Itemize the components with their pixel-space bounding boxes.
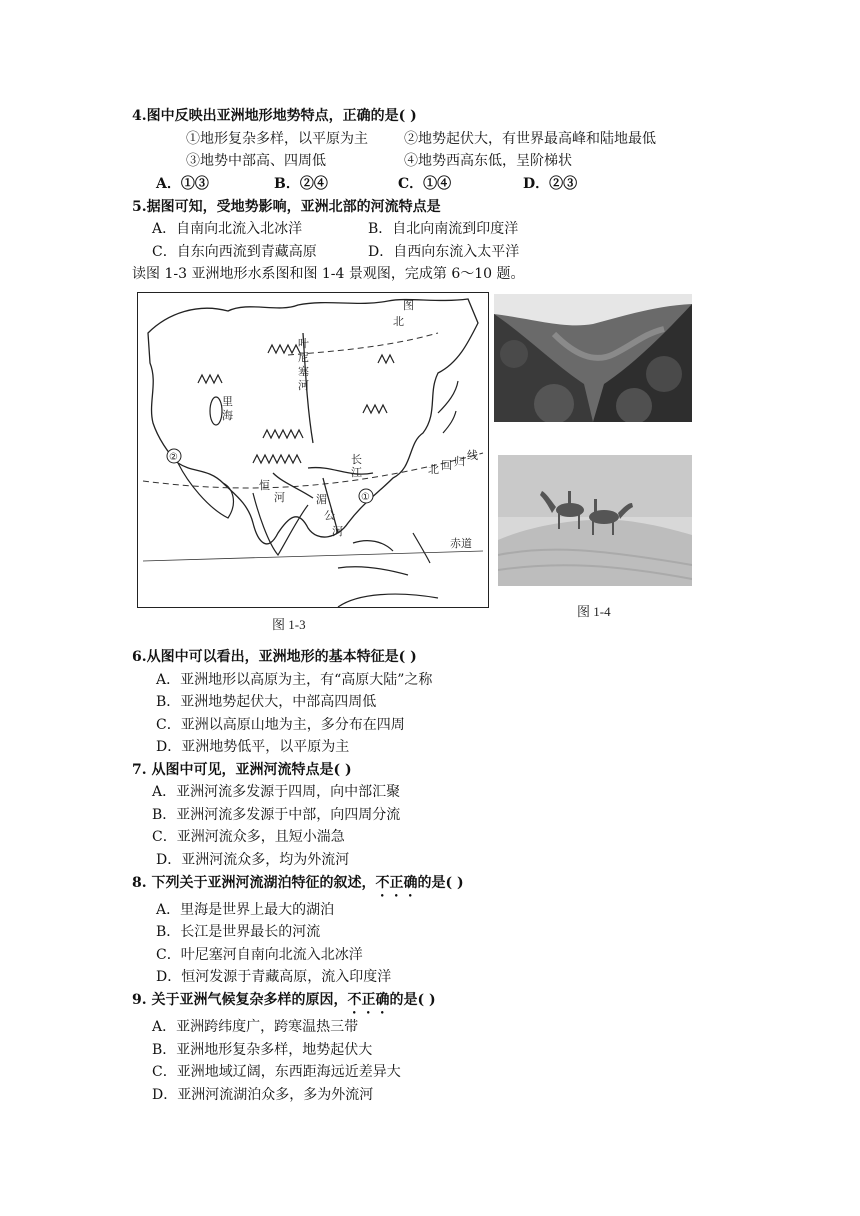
arctic-circle [288,333,438,355]
q8-stem-post: 的是( ) [417,875,464,891]
equator-line [143,551,483,561]
q7-stem: 7. 从图中可见，亚洲河流特点是( ) [132,762,352,778]
arabian-peninsula [178,463,233,518]
reading-instruction: 读图 1-3 亚洲地形水系图和图 1-4 景观图，完成第 6～10 题。 [132,266,525,282]
desert-camel-photo [498,455,692,586]
q7-choice-c: C．亚洲河流众多，且短小湍急 [152,829,345,845]
q6-choice-c: C．亚洲以高原山地为主，多分布在四周 [156,717,405,733]
q4-choice-c: C．①④ [398,176,452,192]
top-right-label-1: 图 [403,299,414,312]
q5-stem: 5.据图可知，受地势影响，亚洲北部的河流特点是 [132,199,441,215]
figure-1-3-caption: 图 1-3 [272,617,306,632]
q8-choice-c: C．叶尼塞河自南向北流入北冰洋 [156,947,363,963]
caspian-label-2: 海 [222,409,233,422]
q7-choice-d: D．亚洲河流众多，均为外流河 [156,852,350,868]
mekong-label-1: 湄 [316,493,327,506]
q5-choice-a: A．自南向北流入北冰洋 [152,221,303,237]
q9-stem-emphasis: 不正确 [347,992,390,1008]
q6-choice-d: D．亚洲地势低平，以平原为主 [156,739,350,755]
tropic-label-1: 北 [428,463,439,476]
q9-stem [132,990,436,1017]
q7-choice-b: B．亚洲河流多发源于中部，向四周分流 [152,807,401,823]
q6-stem: 6.从图中可以看出，亚洲地形的基本特征是( ) [132,649,417,665]
q9-stem-post: 的是( ) [389,992,436,1008]
japan-islands [438,381,458,433]
q4-choice-a: A．①③ [156,176,209,192]
q8-stem [132,873,464,900]
australia-edge [338,594,438,607]
yenisei-label-2: 尼 [298,351,309,364]
q8-choice-b: B．长江是世界最长的河流 [156,924,321,940]
q4-option-4: ④地势西高东低，呈阶梯状 [404,153,572,169]
q9-choice-a: A．亚洲跨纬度广，跨寒温热三带 [152,1019,359,1035]
caspian-sea [210,397,222,425]
q5-choice-c: C．自东向西流到青藏高原 [152,244,317,260]
q4-option-2: ②地势起伏大，有世界最高峰和陆地最低 [404,131,656,147]
q8-choice-d: D．恒河发源于青藏高原，流入印度洋 [156,969,392,985]
map-drawing [138,293,488,607]
q5-choice-b: B．自北向南流到印度洋 [368,221,519,237]
circle-1-label: ① [361,492,370,503]
q8-stem-pre: 8. 下列关于亚洲河流湖泊特征的叙述， [132,875,376,891]
asia-terrain-river-map [137,292,489,608]
q7-choice-a: A．亚洲河流多发源于四周，向中部汇聚 [152,784,401,800]
tropic-label-2: 回 [441,459,452,472]
ganges-label-2: 河 [274,491,285,504]
q9-choice-b: B．亚洲地形复杂多样，地势起伏大 [152,1042,373,1058]
yenisei-label-1: 叶 [298,337,309,350]
ganges-label-1: 恒 [259,479,270,492]
q9-choice-d: D．亚洲河流湖泊众多，多为外流河 [152,1087,374,1103]
desert-camel-drawing [498,455,692,586]
q9-choice-c: C．亚洲地域辽阔，东西距海远近差异大 [152,1064,401,1080]
mekong-label-2: 公 [324,509,335,522]
equator-label: 赤道 [450,537,472,550]
q4-stem: 4.图中反映出亚洲地形地势特点，正确的是( ) [132,108,417,124]
q5-choice-d: D．自西向东流入太平洋 [368,244,520,260]
circle-2-label: ② [169,452,178,463]
forest-valley-photo [494,294,692,422]
mekong-label-3: 河 [332,525,343,538]
top-right-label-2: 北 [393,315,404,328]
figure-1-4-caption: 图 1-4 [577,604,611,619]
q4-option-3: ③地势中部高、四周低 [186,153,326,169]
yenisei-label-4: 河 [298,379,309,392]
q4-choice-b: B．②④ [274,176,328,192]
caspian-label-1: 里 [222,395,233,408]
q4-choice-d: D．②③ [523,176,578,192]
changjiang-river [308,468,373,475]
q6-choice-b: B．亚洲地势起伏大，中部高四周低 [156,694,377,710]
tropic-label-3: 归 [454,455,465,468]
q8-choice-a: A．里海是世界上最大的湖泊 [156,902,335,918]
tropic-label-4: 线 [467,449,478,462]
q9-stem-pre: 9. 关于亚洲气候复杂多样的原因， [132,992,348,1008]
q4-option-1: ①地形复杂多样，以平原为主 [186,131,368,147]
forest-valley-drawing [494,294,692,422]
changjiang-label-1: 长 [351,453,362,466]
yenisei-label-3: 塞 [298,365,309,378]
changjiang-label-2: 江 [351,466,362,479]
q6-choice-a: A．亚洲地形以高原为主，有“高原大陆”之称 [156,672,433,688]
q8-stem-emphasis: 不正确 [375,875,418,891]
